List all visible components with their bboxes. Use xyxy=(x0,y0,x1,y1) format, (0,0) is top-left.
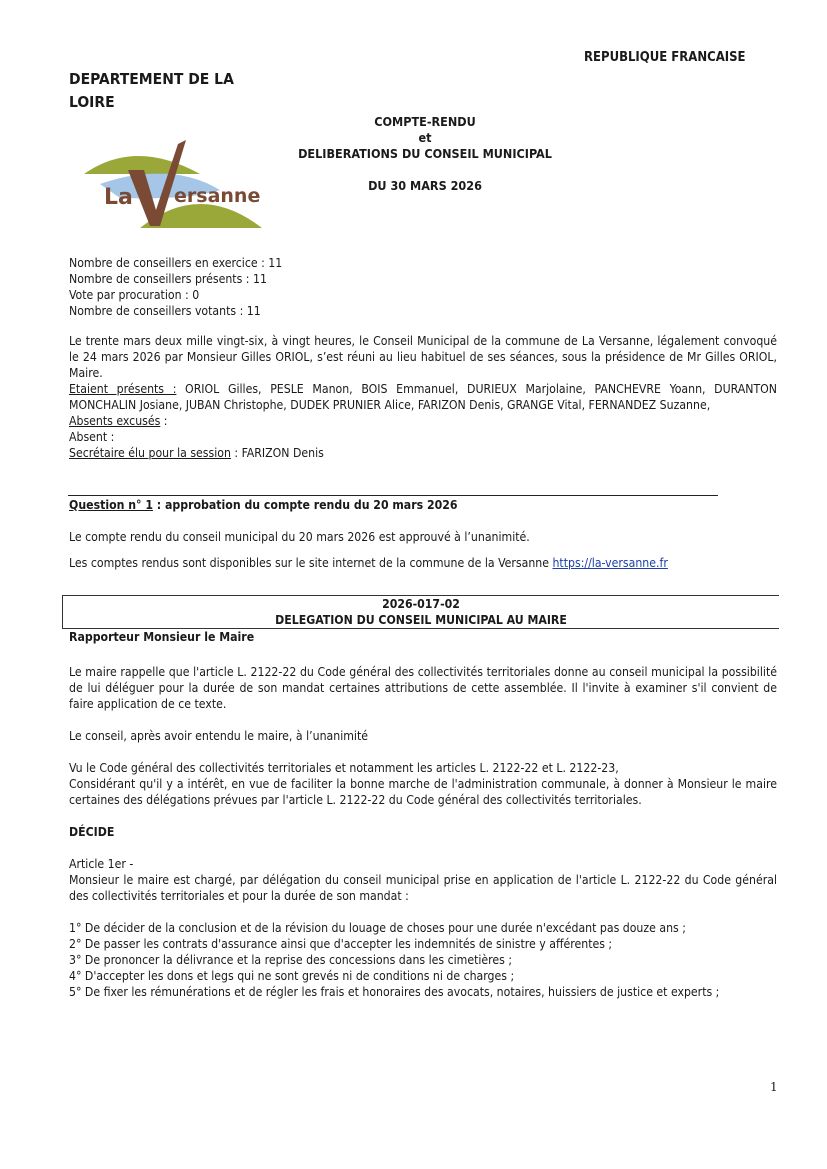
rapporteur: Rapporteur Monsieur le Maire xyxy=(69,630,255,644)
title-line: COMPTE-RENDU xyxy=(374,114,476,129)
article-text: Monsieur le maire est chargé, par délégation du conseil municipal prise en application de l'article L. 2122-22 du Code général des collectivités territoriales et pour la durée de son mandat : xyxy=(69,873,777,903)
article-title: Article 1er - xyxy=(69,857,134,871)
departement xyxy=(69,68,234,114)
count-line: Vote par procuration : 0 xyxy=(69,288,200,302)
deliberation-body xyxy=(69,664,777,1000)
secretaire-line xyxy=(69,445,777,461)
body-paragraph: Vu le Code général des collectivités territoriales et notamment les articles L. 2122-22 et L. 2122-23, xyxy=(69,761,619,775)
presents-list: ORIOL Gilles, PESLE Manon, BOIS Emmanuel, DURIEUX Marjolaine, PANCHEVRE Yoann, DURANTON MONCHALIN Josiane, JUBAN Christophe, DUDEK PRUNIER Alice, FARIZON Denis, GRANGE Vital, FERNANDEZ Suzanne, xyxy=(69,382,777,412)
question-label: Question n° 1 xyxy=(69,498,153,512)
secretaire-name: : FARIZON Denis xyxy=(230,446,324,460)
info-text: Les comptes rendus sont disponibles sur le site internet de la commune de la Versanne xyxy=(69,556,553,570)
session-date: DU 30 MARS 2026 xyxy=(368,178,482,193)
deliberation-number: 2026-017-02 xyxy=(382,597,460,611)
body-paragraph: Considérant qu'il y a intérêt, en vue de faciliter la bonne marche de l'administration communale, à donner à Monsieur le maire certaines des délégations prévues par l'article L. 2122-22 du Code général des collectivités territoriales. xyxy=(69,777,777,807)
page-number: 1 xyxy=(770,1080,778,1094)
republique-francaise: REPUBLIQUE FRANCAISE xyxy=(584,50,746,65)
count-line: Nombre de conseillers votants : 11 xyxy=(69,304,261,318)
delegation-item: 4° D'accepter les dons et legs qui ne sont grevés ni de conditions ni de charges ; xyxy=(69,969,515,983)
count-line: Nombre de conseillers en exercice : 11 xyxy=(69,256,283,270)
presents-label: Etaient présents : xyxy=(69,382,177,396)
svg-text:ersanne: ersanne xyxy=(174,185,261,207)
presents-paragraph xyxy=(69,381,777,413)
session-intro xyxy=(69,333,777,461)
question-1-heading xyxy=(69,498,457,512)
deliberation-header-box xyxy=(62,595,779,629)
excuses-suffix: : xyxy=(160,414,168,428)
title-line: DELIBERATIONS DU CONSEIL MUNICIPAL xyxy=(298,146,552,161)
question-title: : approbation du compte rendu du 20 mars 2026 xyxy=(152,498,458,512)
svg-text:La: La xyxy=(104,185,133,210)
question-1-result: Le compte rendu du conseil municipal du 20 mars 2026 est approuvé à l’unanimité. xyxy=(69,530,530,544)
absent-line: Absent : xyxy=(69,430,115,444)
delegation-item: 5° De fixer les rémunérations et de régler les frais et honoraires des avocats, notaires, huissiers de justice et experts ; xyxy=(69,985,720,999)
body-paragraph: Le conseil, après avoir entendu le maire, à l’unanimité xyxy=(69,729,369,743)
excuses-label: Absents excusés xyxy=(69,414,161,428)
website-link[interactable]: https://la-versanne.fr xyxy=(552,556,668,570)
la-versanne-logo xyxy=(80,140,265,232)
excuses-line xyxy=(69,413,777,429)
delegation-item: 3° De prononcer la délivrance et la reprise des concessions dans les cimetières ; xyxy=(69,953,513,967)
delegation-item: 2° De passer les contrats d'assurance ainsi que d'accepter les indemnités de sinistre y afférentes ; xyxy=(69,937,613,951)
decide-heading: DÉCIDE xyxy=(69,825,115,839)
count-line: Nombre de conseillers présents : 11 xyxy=(69,272,267,286)
document-title xyxy=(280,114,570,194)
intro-paragraph: Le trente mars deux mille vingt-six, à vingt heures, le Conseil Municipal de la commune de La Versanne, légalement convoqué le 24 mars 2026 par Monsieur Gilles ORIOL, s’est réuni au lieu habituel de ses séances, sous la présidence de Mr Gilles ORIOL, Maire. xyxy=(69,334,777,380)
title-line: et xyxy=(418,130,432,145)
divider xyxy=(68,495,718,496)
question-1-info xyxy=(69,556,668,570)
deliberation-title: DELEGATION DU CONSEIL MUNICIPAL AU MAIRE xyxy=(275,613,567,627)
delegation-item: 1° De décider de la conclusion et de la révision du louage de choses pour une durée n'excédant pas douze ans ; xyxy=(69,921,686,935)
secretaire-label: Secrétaire élu pour la session xyxy=(69,446,231,460)
departement-line: DEPARTEMENT DE LA xyxy=(69,70,234,88)
council-counts xyxy=(69,255,282,319)
body-paragraph: Le maire rappelle que l'article L. 2122-22 du Code général des collectivités territoriales donne au conseil municipal la possibilité de lui déléguer pour la durée de son mandat certaines attributions de cette assemblée. Il l'invite à examiner s'il convient de faire application de ce texte. xyxy=(69,665,777,711)
departement-line: LOIRE xyxy=(69,93,115,111)
